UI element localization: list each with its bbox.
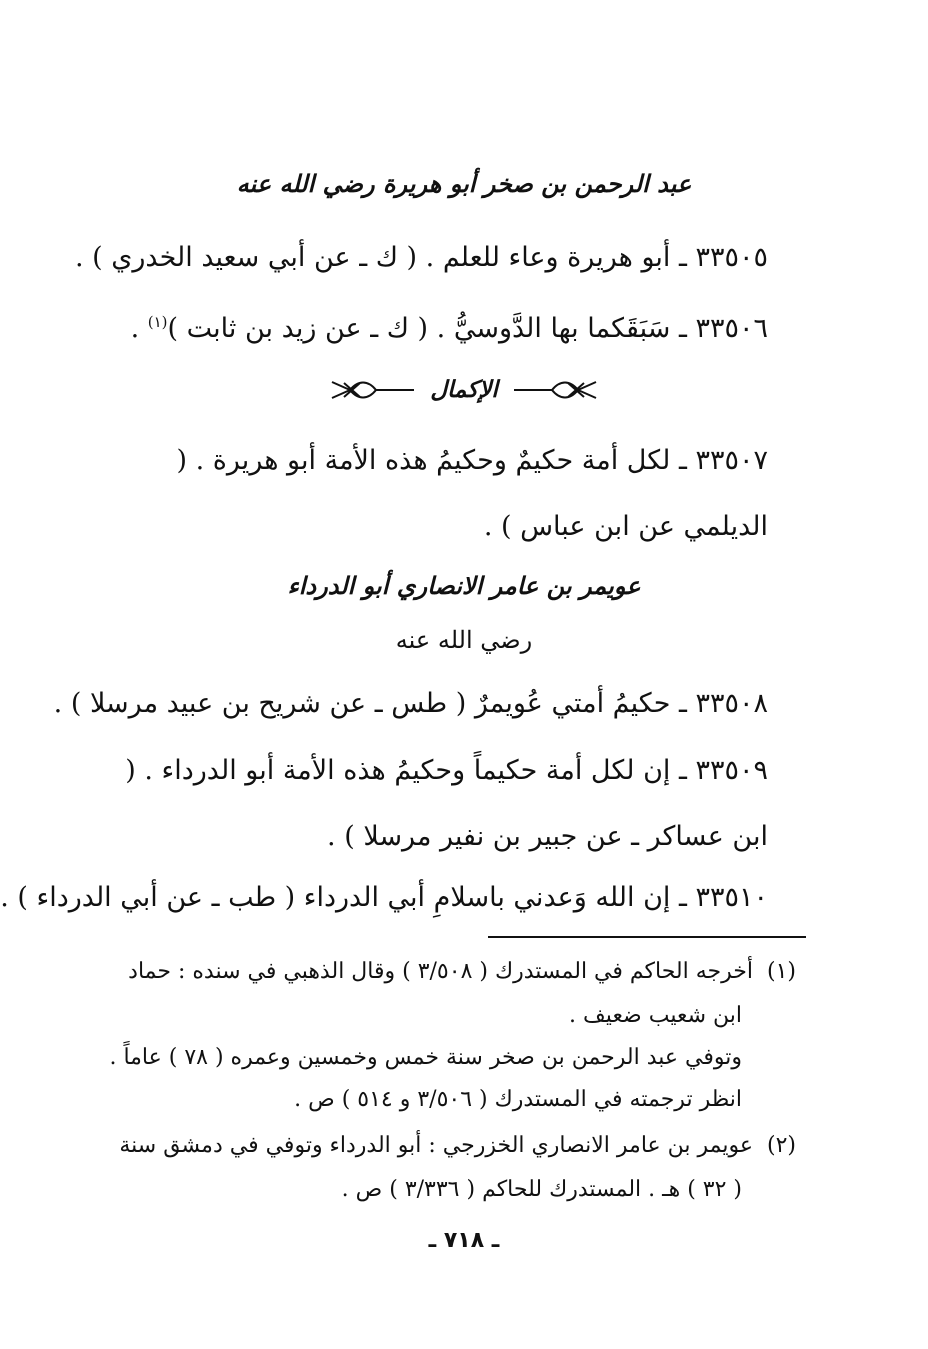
hadith-entry-33509: ٣٣٥٠٩ ـ إن لكل أمة حكيماً وحكيمُ هذه الأمة أبو الدرداء . ( ابن عساكر ـ عن جبير بن نفير مرسلا ) . (125, 755, 768, 852)
hadith-entry-33510: ٣٣٥١٠ ـ إن الله وَعدني باسلامِ أبي الدرداء ( طب ـ عن أبي الدرداء ) . (0, 882, 768, 913)
footnote-1-line-4: انظر ترجمته في المستدرك ( ٣/٥٠٦ و ٥١٤ ) ص . (294, 1087, 742, 1112)
hadith-entry-33506-end: . (130, 313, 148, 344)
hadith-entry-33506-text: ٣٣٥٠٦ ـ سَبَقَكما بها الدَّوسيُّ . ( ك ـ عن زيد بن ثابت ) (167, 313, 768, 344)
footnote-2-line-2: ( ٣٢ ) هـ . المستدرك للحاكم ( ٣/٣٣٦ ) ص . (341, 1177, 742, 1202)
footnote-1-number: (١) (766, 959, 796, 984)
footnote-1-line-3: وتوفي عبد الرحمن بن صخر سنة خمس وخمسين وعمره ( ٧٨ ) عاماً . (109, 1045, 742, 1070)
footnote-ref-1: (١) (147, 313, 168, 331)
footnote-2-line-1 (96, 1128, 796, 1164)
footnote-1-line-2: ابن شعيب ضعيف . (569, 1003, 742, 1028)
hadith-entry-33506 (100, 302, 768, 349)
ornament-divider (0, 370, 928, 410)
hadith-entry-33505: ٣٣٥٠٥ ـ أبو هريرة وعاء للعلم . ( ك ـ عن أبي سعيد الخدري ) . (74, 242, 768, 273)
footnote-2-text: عويمر بن عامر الانصاري الخزرجي : أبو الدرداء وتوفي في دمشق سنة (119, 1133, 753, 1158)
section-heading-abu-darda: عويمر بن عامر الانصاري أبو الدرداء (287, 572, 641, 600)
ornament-right-flourish (512, 377, 598, 403)
footnote-1-text: أخرجه الحاكم في المستدرك ( ٣/٥٠٨ ) وقال الذهبي في سنده : حماد (128, 959, 753, 984)
hadith-entry-33507: ٣٣٥٠٧ ـ لكل أمة حكيمٌ وحكيمُ هذه الأمة أبو هريرة . ( الديلمي عن ابن عباس ) . (176, 445, 768, 542)
section-subheading: رضي الله عنه (395, 626, 533, 654)
footnote-2-number: (٢) (766, 1133, 796, 1158)
ornament-title: الإكمال (430, 377, 498, 403)
footnote-1-line-1 (96, 954, 796, 990)
ornament-left-flourish (330, 377, 416, 403)
page-number: ـ ٧١٨ ـ (428, 1228, 500, 1253)
footnote-separator (488, 936, 806, 938)
hadith-entry-33508: ٣٣٥٠٨ ـ حكيمُ أمتي عُويمرٌ ( طس ـ عن شريح بن عبيد مرسلا ) . (53, 688, 768, 719)
section-heading-abu-hurayra: عبد الرحمن بن صخر أبو هريرة رضي الله عنه (236, 170, 692, 198)
